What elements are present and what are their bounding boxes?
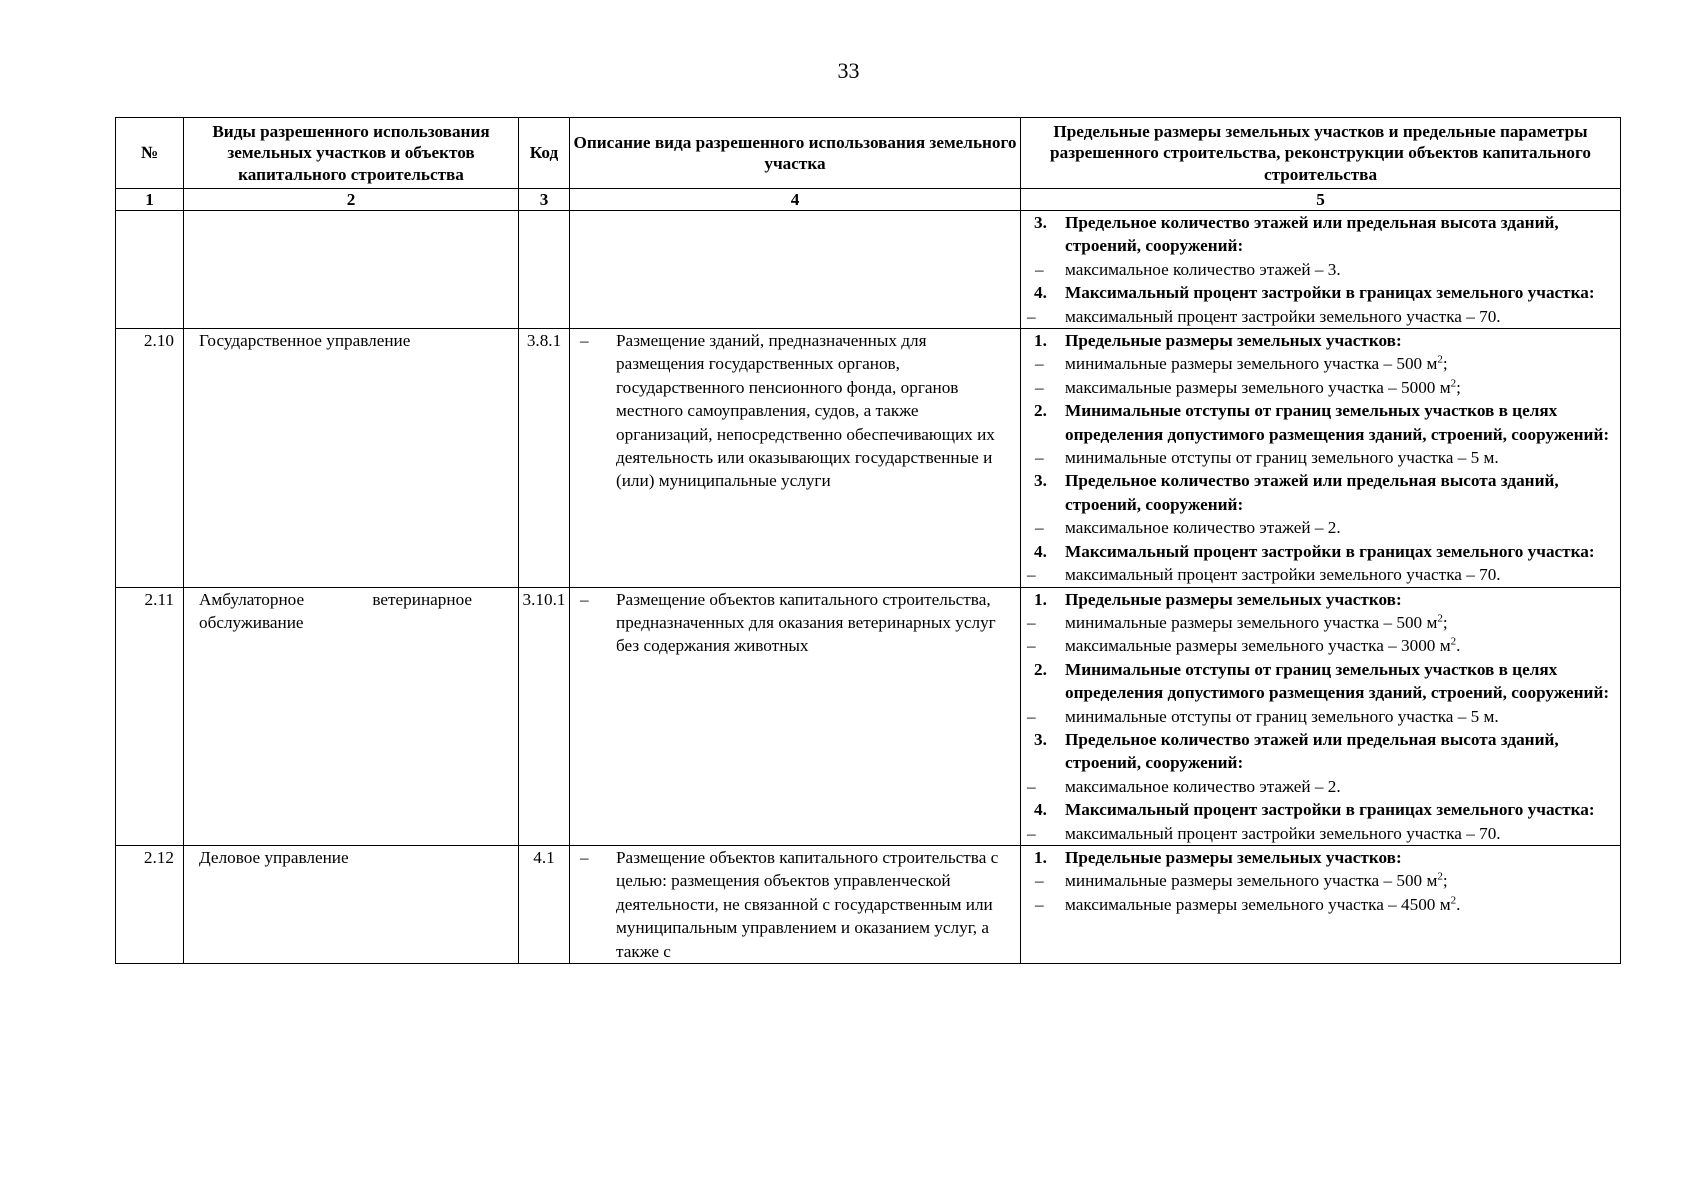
param-item: – минимальные размеры земельного участка – 500 $м^2$; [1027,352,1616,375]
param-heading: 1. Предельные размеры земельных участков: [1034,589,1402,609]
land-use-table [115,117,1621,964]
param-heading: 2. Минимальные отступы от границ земельных участков в целях определения допустимого размещения зданий, строений, сооружений: [1034,659,1610,703]
param-heading: 4. Максимальный процент застройки в границах земельного участка: [1034,283,1595,303]
col-number: 2 [184,189,519,211]
header-type: Виды разрешенного использования земельных участков и объектов капитального строительства [184,118,519,189]
header-num: № [116,118,184,189]
param-heading: 4. Максимальный процент застройки в границах земельного участка: [1034,541,1595,561]
param-heading: 2. Минимальные отступы от границ земельных участков в целях определения допустимого размещения зданий, строений, сооружений: [1034,401,1610,444]
header-params: Предельные размеры земельных участков и предельные параметры разрешенного строительства, реконструкции объектов капитального строительства [1021,118,1621,189]
table-row [116,329,1621,587]
row-number: 2.11 [116,587,184,845]
param-item: – максимальный процент застройки земельного участка – 70. [1027,563,1616,586]
page-number: 33 [837,58,860,83]
table-row-continuation [116,211,1621,329]
col-number: 3 [519,189,570,211]
header-description: Описание вида разрешенного использования земельного участка [570,118,1021,189]
use-code: 3.8.1 [519,329,570,587]
use-type-name: Государственное управление [184,329,519,587]
col-number: 5 [1021,189,1621,211]
param-item: – максимальный процент застройки земельного участка – 70. [1027,305,1616,328]
param-heading: 4. Максимальный процент застройки в границах земельного участка: [1034,800,1595,820]
param-item: – максимальный процент застройки земельного участка – 70. [1027,822,1616,845]
row-number: 2.10 [116,329,184,587]
param-item: – максимальное количество этажей – 3. [1027,258,1616,281]
param-item: – минимальные отступы от границ земельного участка – 5 м. [1027,705,1616,728]
table-row [116,587,1621,845]
params-cell [1021,845,1621,963]
header-row [116,118,1621,189]
table-row [116,845,1621,963]
param-heading: 3. Предельное количество этажей или предельная высота зданий, строений, сооружений: [1034,729,1559,773]
params-cell [1021,329,1621,587]
use-code: 3.10.1 [519,587,570,845]
param-item: – минимальные размеры земельного участка – 500 $м^2$; [1027,611,1616,634]
param-item: – максимальные размеры земельного участка – 3000 $м^2$. [1027,634,1616,657]
param-item: – минимальные размеры земельного участка – 500 $м^2$; [1027,869,1616,892]
use-description: – Размещение зданий, предназначенных для размещения государственных органов, государственного пенсионного фонда, органов местного самоуправления, судов, а также организаций, непосредственно обеспечивающих их деятельность или оказывающих государственные и (или) муниципальные услуги [570,329,1021,587]
use-description: – Размещение объектов капитального строительства, предназначенных для оказания ветеринарных услуг без содержания животных [570,587,1021,845]
use-code: 4.1 [519,845,570,963]
header-code: Код [519,118,570,189]
param-item: – максимальное количество этажей – 2. [1027,775,1616,798]
use-type-name: Деловое управление [184,845,519,963]
param-heading: 1. Предельные размеры земельных участков: [1034,331,1402,351]
params-cell [1021,211,1621,329]
param-heading: 3. Предельное количество этажей или предельная высота зданий, строений, сооружений: [1034,213,1559,256]
use-type-name: Амбулаторное ветеринарное обслуживание [184,587,519,845]
param-heading: 1. Предельные размеры земельных участков: [1034,847,1402,867]
param-item: – минимальные отступы от границ земельного участка – 5 м. [1027,446,1616,469]
use-description: – Размещение объектов капитального строительства с целью: размещения объектов управленческой деятельности, не связанной с государственным или муниципальным управлением и оказанием услуг, а также с [570,845,1021,963]
param-item: – максимальные размеры земельного участка – 4500 $м^2$. [1027,893,1616,916]
param-item: – максимальное количество этажей – 2. [1027,516,1616,539]
param-heading: 3. Предельное количество этажей или предельная высота зданий, строений, сооружений: [1034,471,1559,514]
row-number: 2.12 [116,845,184,963]
col-number: 1 [116,189,184,211]
params-cell [1021,587,1621,845]
param-item: – максимальные размеры земельного участка – 5000 $м^2$; [1027,376,1616,399]
column-number-row [116,189,1621,211]
col-number: 4 [570,189,1021,211]
